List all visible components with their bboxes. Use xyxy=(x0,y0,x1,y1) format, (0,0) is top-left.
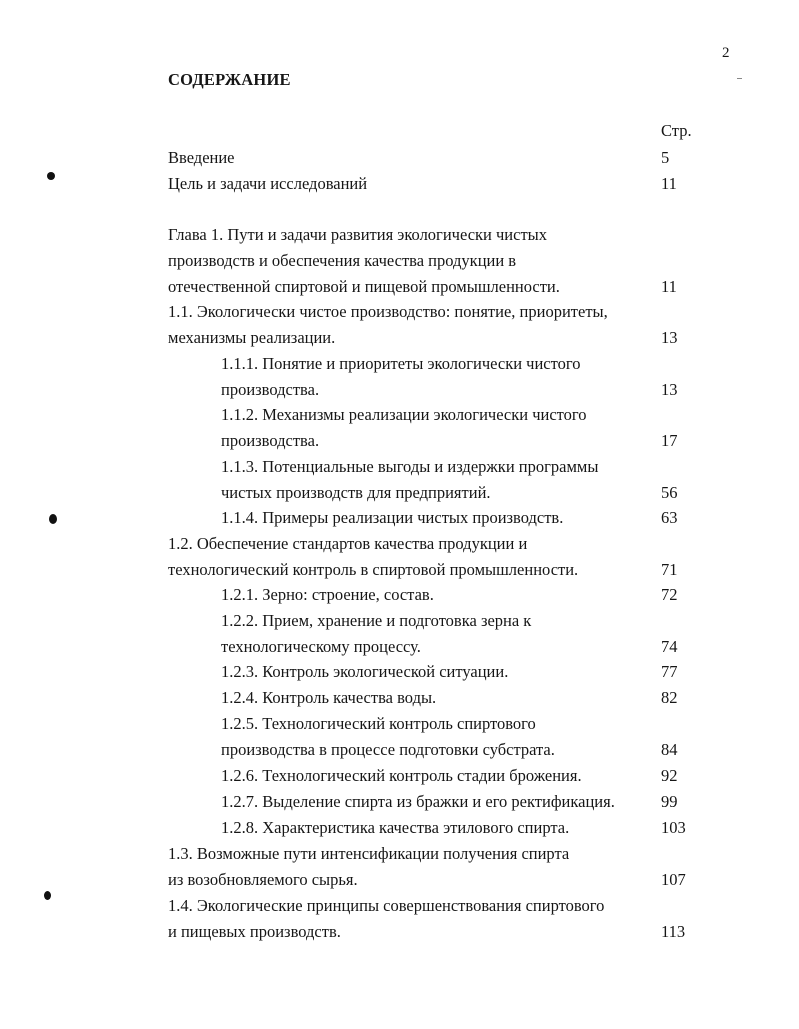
toc-entry-line: технологический контроль в спиртовой промышленности. xyxy=(168,559,579,579)
toc-page-number: 107 xyxy=(661,869,686,889)
toc-entry-line: механизмы реализации. xyxy=(168,327,336,347)
toc-entry-line: 1.1.4. Примеры реализации чистых производств. xyxy=(221,508,564,527)
toc-entry-line: технологическому процессу. xyxy=(221,636,421,656)
toc-page-number: 5 xyxy=(661,148,670,167)
toc-entry-line: из возобновляемого сырья. xyxy=(168,869,358,889)
toc-entry-line: 1.2.6. Технологический контроль стадии брожения. xyxy=(221,766,582,785)
scan-speck xyxy=(737,78,742,79)
toc-entry-line: производства в процессе подготовки субстрата. xyxy=(221,739,555,759)
toc-entry-line: 1.1.3. Потенциальные выгоды и издержки программы xyxy=(221,457,599,476)
toc-entry-line: производства. xyxy=(221,430,320,450)
toc-page-number: 99 xyxy=(661,792,678,811)
toc-page-number: 103 xyxy=(661,818,686,837)
toc-page-number: 11 xyxy=(661,276,677,296)
toc-entry-line: Цель и задачи исследований xyxy=(168,174,368,193)
toc-page-number: 72 xyxy=(661,585,678,604)
toc-entry-line: и пищевых производств. xyxy=(168,921,341,941)
page-number: 2 xyxy=(722,45,730,61)
toc-entry-line: Глава 1. Пути и задачи развития экологически чистых xyxy=(168,225,547,244)
toc-page-number: 74 xyxy=(661,636,678,656)
scan-mark xyxy=(47,172,55,180)
toc-entry-line: 1.2. Обеспечение стандартов качества продукции и xyxy=(168,534,528,553)
toc-entry-line: 1.3. Возможные пути интенсификации получения спирта xyxy=(168,844,570,863)
page-title: СОДЕРЖАНИЕ xyxy=(168,70,291,89)
toc-entry-line: 1.2.7. Выделение спирта из бражки и его ректификация. xyxy=(221,792,615,811)
toc-page-number: 92 xyxy=(661,766,678,785)
toc-page-number: 13 xyxy=(661,327,678,347)
scan-mark xyxy=(49,514,57,524)
toc-entry-line: 1.2.2. Прием, хранение и подготовка зерна к xyxy=(221,611,532,630)
toc-entry-line: отечественной спиртовой и пищевой промышленности. xyxy=(168,276,560,296)
page-column-header: Стр. xyxy=(661,121,692,140)
toc-entry-line: производств и обеспечения качества продукции в xyxy=(168,250,517,270)
toc-page-number: 11 xyxy=(661,174,677,193)
toc-page-number: 17 xyxy=(661,430,678,450)
toc-entry-line: 1.1.1. Понятие и приоритеты экологически чистого xyxy=(221,354,581,373)
toc-entry-line: 1.4. Экологические принципы совершенствования спиртового xyxy=(168,896,605,915)
toc-page-number: 82 xyxy=(661,688,678,707)
toc-page-number: 13 xyxy=(661,379,678,399)
toc-page-number: 71 xyxy=(661,559,678,579)
toc-page-number: 56 xyxy=(661,482,678,502)
toc-entry-line: 1.2.4. Контроль качества воды. xyxy=(221,688,437,707)
toc-entry-line: Введение xyxy=(168,148,235,167)
toc-entry-line: 1.2.5. Технологический контроль спиртового xyxy=(221,714,536,733)
toc-entry-line: чистых производств для предприятий. xyxy=(221,482,491,502)
toc-entry-line: производства. xyxy=(221,379,320,399)
toc-entry-line: 1.2.8. Характеристика качества этилового спирта. xyxy=(221,818,570,837)
toc-entry-line: 1.2.3. Контроль экологической ситуации. xyxy=(221,662,509,681)
toc-page-number: 113 xyxy=(661,921,686,941)
toc-entry-line: 1.2.1. Зерно: строение, состав. xyxy=(221,585,434,604)
toc-entry-line: 1.1. Экологически чистое производство: понятие, приоритеты, xyxy=(168,302,608,321)
toc-page-number: 63 xyxy=(661,508,678,527)
toc-page-number: 77 xyxy=(661,662,678,681)
toc-page-number: 84 xyxy=(661,739,678,759)
scan-mark xyxy=(44,891,51,900)
toc-entry-line: 1.1.2. Механизмы реализации экологически чистого xyxy=(221,405,587,424)
